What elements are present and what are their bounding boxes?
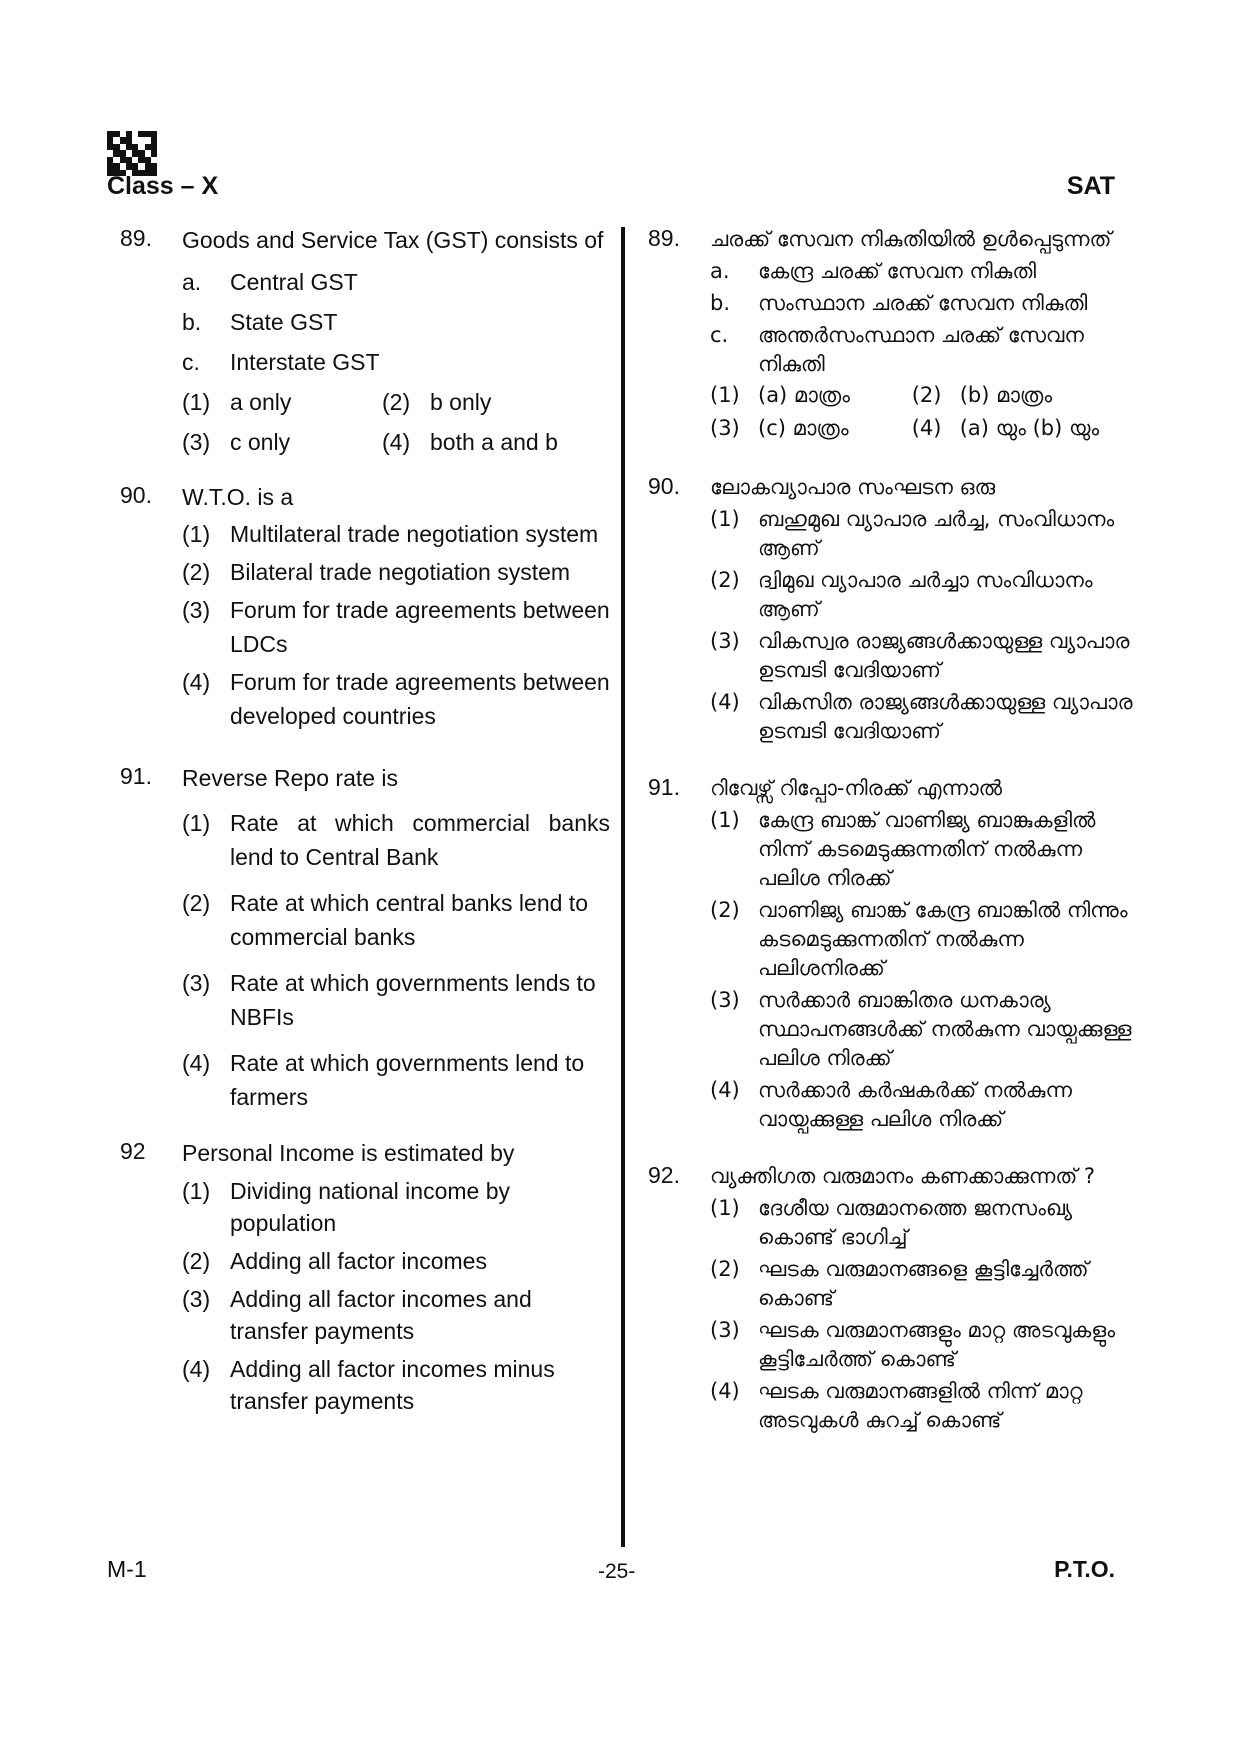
choice-1: (1) Multilateral trade negotiation system	[182, 521, 599, 547]
choice-2: (2) ഘടക വരുമാനങ്ങളെ കൂട്ടിച്ചേർത്ത് കൊണ്ട്	[710, 1257, 1089, 1310]
question-text: ചരക്ക് സേവന നികുതിയിൽ ഉൾപ്പെടുന്നത്	[710, 227, 1112, 251]
question-text: റിവേഴ്സ് റിപ്പോ-നിരക്ക് എന്നാൽ	[710, 776, 1002, 800]
choice-4: (4) Forum for trade agreements between developed countries	[182, 669, 610, 729]
choice-3: (3) c only	[182, 429, 291, 455]
choice-4: (4) (a) യും (b) യും	[911, 416, 1100, 440]
question-number: 91.	[648, 774, 680, 800]
choice-4: (4) സർക്കാർ കർഷകർക്ക് നൽകുന്ന വായ്പക്കുള്ള പലിശ നിരക്ക്	[710, 1078, 1072, 1131]
question-text: വ്യക്തിഗത വരുമാനം കണക്കാക്കുന്നത് ?	[710, 1164, 1096, 1188]
statement-a: a. Central GST	[182, 269, 358, 295]
question-92-ml	[648, 1162, 1138, 1435]
statement-c: c. അന്തർസംസ്ഥാന ചരക്ക് സേവന നികുതി	[710, 323, 1084, 376]
choice-4: (4) Adding all factor incomes minus transfer payments	[182, 1356, 555, 1414]
question-number: 90.	[648, 473, 680, 499]
qr-code	[107, 131, 157, 176]
choice-row	[182, 422, 610, 462]
choice-3: (3) സർക്കാർ ബാങ്കിതര ധനകാര്യ സ്ഥാപനങ്ങൾക്ക് നൽകുന്ന വായ്പക്കുള്ള പലിശ നിരക്ക്	[710, 988, 1132, 1070]
question-number: 92	[120, 1138, 146, 1164]
choice-3: (3) (c) മാത്രം	[710, 416, 849, 440]
statement-b: b. സംസ്ഥാന ചരക്ക് സേവന നികുതി	[710, 291, 1088, 315]
choice-1: (1) ദേശീയ വരുമാനത്തെ ജനസംഖ്യ കൊണ്ട് ഭാഗിച്ച്	[710, 1196, 1073, 1249]
choice-4: (4) വികസിത രാജ്യങ്ങൾക്കായുള്ള വ്യാപാര ഉടമ്പടി വേദിയാണ്	[710, 690, 1133, 743]
choice-row	[710, 379, 1138, 412]
choice-2: (2) (b) മാത്രം	[911, 383, 1053, 407]
choice-2: (2) Adding all factor incomes	[182, 1248, 487, 1274]
exam-label: SAT	[1066, 172, 1115, 200]
column-divider	[621, 227, 625, 1547]
choice-2: (2) Rate at which central banks lend to commercial banks	[182, 890, 588, 950]
choice-row	[182, 382, 610, 422]
question-text: W.T.O. is a	[182, 484, 294, 510]
class-label: Class – X	[107, 172, 219, 200]
question-number: 91.	[120, 763, 152, 789]
question-text: Goods and Service Tax (GST) consists of	[182, 227, 604, 253]
statement-b: b. State GST	[182, 309, 338, 335]
choice-2: (2) b only	[382, 389, 492, 415]
question-text: Reverse Repo rate is	[182, 765, 399, 791]
choice-2: (2) Bilateral trade negotiation system	[182, 559, 571, 585]
english-column	[120, 225, 610, 1417]
choice-4: (4) ഘടക വരുമാനങ്ങളിൽ നിന്ന് മാറ്റ അടവുകൾ കുറച്ച് കൊണ്ട്	[710, 1379, 1083, 1432]
choice-3: (3) വികസ്വര രാജ്യങ്ങൾക്കായുള്ള വ്യാപാര ഉടമ്പടി വേദിയാണ്	[710, 629, 1130, 682]
question-text: Personal Income is estimated by	[182, 1140, 515, 1166]
paper-code: M-1	[107, 1556, 147, 1582]
choice-2: (2) വാണിജ്യ ബാങ്ക് കേന്ദ്ര ബാങ്കിൽ നിന്നും കടമെടുക്കുന്നതിന് നൽകുന്ന പലിശനിരക്ക്	[710, 898, 1128, 980]
question-90-en	[120, 482, 610, 733]
choice-4: (4) both a and b	[382, 429, 558, 455]
malayalam-column	[648, 225, 1138, 1435]
choice-2: (2) ദ്വിമുഖ വ്യാപാര ചർച്ചാ സംവിധാനം ആണ്	[710, 568, 1093, 621]
choice-1: (1) (a) മാത്രം	[710, 383, 850, 407]
choice-3: (3) Rate at which governments lends to NBFIs	[182, 970, 596, 1030]
question-89-en	[120, 225, 610, 462]
question-91-en	[120, 763, 610, 1114]
choice-3: (3) Adding all factor incomes and transfer payments	[182, 1286, 532, 1344]
choice-4: (4) Rate at which governments lend to farmers	[182, 1050, 585, 1110]
choice-1: (1) Rate at which commercial banks lend to Central Bank	[182, 810, 610, 870]
question-number: 89.	[120, 225, 152, 251]
question-89-ml	[648, 225, 1138, 445]
question-text: ലോകവ്യാപാര സംഘടന ഒരു	[710, 475, 996, 499]
statement-a: a. കേന്ദ്ര ചരക്ക് സേവന നികുതി	[710, 259, 1037, 283]
question-90-ml	[648, 473, 1138, 746]
question-number: 89.	[648, 225, 680, 251]
choice-1: (1) ബഹുമുഖ വ്യാപാര ചർച്ച, സംവിധാനം ആണ്	[710, 507, 1115, 560]
question-92-en	[120, 1138, 610, 1417]
pto-label: P.T.O.	[1054, 1556, 1115, 1582]
question-91-ml	[648, 774, 1138, 1134]
choice-3: (3) Forum for trade agreements between LDCs	[182, 597, 610, 657]
page-number: -25-	[598, 1560, 636, 1583]
question-number: 92.	[648, 1162, 680, 1188]
question-number: 90.	[120, 482, 152, 508]
choice-1: (1) a only	[182, 389, 292, 415]
choice-3: (3) ഘടക വരുമാനങ്ങളും മാറ്റ അടവുകളും കൂട്ടിചേർത്ത് കൊണ്ട്	[710, 1318, 1116, 1371]
statement-c: c. Interstate GST	[182, 349, 380, 375]
choice-row	[710, 412, 1138, 445]
choice-1: (1) കേന്ദ്ര ബാങ്ക് വാണിജ്യ ബാങ്കുകളിൽ നിന്ന് കടമെടുക്കുന്നതിന് നൽകുന്ന പലിശ നിരക്ക്	[710, 808, 1096, 890]
choice-1: (1) Dividing national income by population	[182, 1178, 510, 1236]
